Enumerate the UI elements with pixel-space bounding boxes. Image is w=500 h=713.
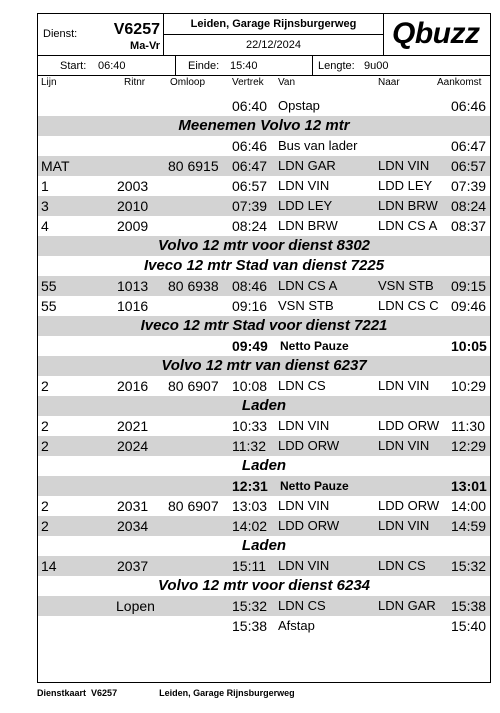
end-cell [176,56,313,76]
cell-naar: LDN VIN [378,158,430,173]
cell-vertrek: 06:47 [232,158,268,174]
trip-row [38,296,490,316]
cell-vertrek: 10:33 [232,418,268,434]
column-headers [38,76,490,90]
cell-lijn: 55 [41,298,57,314]
cell-lijn: 2 [41,418,49,434]
cell-van: LDD ORW [278,518,340,533]
cell-aankomst: 12:29 [451,438,487,454]
duty-card [37,13,491,683]
cell-lijn: 14 [41,558,57,574]
trip-row [38,136,490,156]
section-header-row [38,576,490,596]
cell-naar: LDD ORW [378,418,440,433]
end-label: Einde: [188,60,220,72]
cell-naar: LDN BRW [378,198,438,213]
cell-vertrek: 06:46 [232,138,268,154]
length-cell [313,56,490,76]
cell-aankomst: 08:37 [451,218,487,234]
trip-row [38,216,490,236]
cell-aankomst: 10:29 [451,378,487,394]
pause-start: 12:31 [232,478,268,494]
cell-aankomst: 15:32 [451,558,487,574]
cell-ritnr: 1013 [117,278,149,294]
cell-lijn: 4 [41,218,49,234]
start-time: 06:40 [98,60,126,72]
cell-aankomst: 08:24 [451,198,487,214]
trip-row [38,376,490,396]
cell-ritnr: 1016 [117,298,149,314]
cell-ritnr: 2031 [117,498,149,514]
trip-row [38,556,490,576]
cell-ritnr: 2010 [117,198,149,214]
cell-van: LDD LEY [278,198,333,213]
cell-van: LDN VIN [278,558,330,573]
cell-lijn: 2 [41,378,49,394]
col-ritnr: Ritnr [124,77,146,88]
pause-label: Netto Pauze [280,479,349,493]
location-name: Leiden, Garage Rijnsburgerweg [190,18,357,30]
cell-ritnr: 2009 [117,218,149,234]
location-cell [164,14,384,35]
trip-row [38,496,490,516]
cell-naar: LDN GAR [378,598,436,613]
section-header-row [38,236,490,256]
qbuzz-logo: Qbuzz [392,17,480,50]
cell-naar: VSN STB [378,278,434,293]
cell-van: LDN VIN [278,498,330,513]
cell-omloop: 80 6907 [168,498,219,514]
cell-aankomst: 06:47 [451,138,487,154]
cell-aankomst: 07:39 [451,178,487,194]
cell-naar: LDN VIN [378,518,430,533]
cell-vertrek: 14:02 [232,518,268,534]
cell-aankomst: 06:46 [451,98,487,114]
cell-lijn: 3 [41,198,49,214]
length-label: Lengte: [318,60,355,72]
pause-end: 13:01 [451,478,487,494]
footer [37,688,295,698]
section-title: Laden [241,397,287,414]
cell-omloop: 80 6907 [168,378,219,394]
section-header-row [38,536,490,556]
section-title: Volvo 12 mtr van dienst 6237 [161,357,367,374]
cell-vertrek: 15:32 [232,598,268,614]
cell-aankomst: 15:40 [451,618,487,634]
cell-naar: LDD LEY [378,178,433,193]
trip-row [38,196,490,216]
trip-row [38,436,490,456]
cell-ritnr: 2021 [117,418,149,434]
length-value: 9u00 [364,60,389,72]
footer-location: Leiden, Garage Rijnsburgerweg [159,688,295,698]
cell-ritnr: 2024 [117,438,149,454]
trip-row [38,416,490,436]
cell-vertrek: 08:24 [232,218,268,234]
section-title: Laden [241,457,287,474]
cell-van: LDN VIN [278,418,330,433]
section-header-row [38,316,490,336]
cell-lijn: 2 [41,518,49,534]
cell-vertrek: 15:38 [232,618,268,634]
cell-vertrek: 15:11 [232,558,266,574]
start-label: Start: [60,60,87,72]
trip-row [38,156,490,176]
cell-aankomst: 11:30 [451,418,485,434]
cell-ritnr: 2034 [117,518,149,534]
cell-vertrek: 13:03 [232,498,268,514]
cell-naar: LDD ORW [378,498,440,513]
cell-ritnr: 2016 [117,378,149,394]
trip-row [38,616,490,636]
dienst-label: Dienst: [43,28,78,40]
dienst-days: Ma-Vr [130,40,160,52]
cell-aankomst: 06:57 [451,158,487,174]
cell-lijn: 1 [41,178,49,194]
duty-date: 22/12/2024 [245,39,302,51]
trip-row [38,516,490,536]
section-header-row [38,256,490,276]
cell-lijn: 55 [41,278,57,294]
cell-van: Opstap [278,98,320,113]
cell-naar: LDN VIN [378,378,430,393]
trip-row [38,276,490,296]
dienst-code: V6257 [113,21,160,38]
cell-van: LDN CS A [278,278,338,293]
cell-aankomst: 15:38 [451,598,487,614]
col-vertrek: Vertrek [232,77,264,88]
cell-omloop: 80 6915 [168,158,219,174]
col-omloop: Omloop [170,77,206,88]
cell-ritnr: 2003 [117,178,149,194]
cell-ritnr: Lopen [116,598,155,614]
dienst-cell [38,14,164,56]
col-naar: Naar [378,77,400,88]
pause-row [38,336,490,356]
pause-row [38,476,490,496]
cell-lijn: 2 [41,438,49,454]
cell-naar: LDN VIN [378,438,430,453]
cell-van: VSN STB [278,298,334,313]
cell-vertrek: 07:39 [232,198,268,214]
col-lijn: Lijn [41,77,57,88]
cell-omloop: 80 6938 [168,278,219,294]
pause-start: 09:49 [232,338,268,354]
cell-vertrek: 06:57 [232,178,268,194]
cell-van: Afstap [278,618,315,633]
footer-label: Dienstkaart [37,688,87,698]
date-cell [164,35,384,56]
section-title: Volvo 12 mtr voor dienst 6234 [157,577,371,594]
trip-row [38,176,490,196]
cell-van: LDN CS [278,378,326,393]
section-header-row [38,396,490,416]
section-title: Meenemen Volvo 12 mtr [178,117,350,134]
cell-lijn: MAT [41,158,70,174]
cell-van: LDN GAR [278,158,336,173]
section-title: Iveco 12 mtr Stad voor dienst 7221 [140,317,388,334]
cell-naar: LDN CS [378,558,426,573]
cell-van: Bus van lader [278,138,358,153]
cell-van: LDD ORW [278,438,340,453]
cell-vertrek: 08:46 [232,278,268,294]
cell-vertrek: 10:08 [232,378,268,394]
cell-naar: LDN CS A [378,218,438,233]
cell-vertrek: 06:40 [232,98,268,114]
cell-van: LDN VIN [278,178,330,193]
cell-aankomst: 14:59 [451,518,487,534]
end-time: 15:40 [230,60,258,72]
pause-label: Netto Pauze [280,339,349,353]
logo-cell [384,14,490,56]
cell-ritnr: 2037 [117,558,149,574]
section-title: Volvo 12 mtr voor dienst 8302 [157,237,371,254]
section-header-row [38,356,490,376]
cell-van: LDN CS [278,598,326,613]
cell-vertrek: 11:32 [232,438,266,454]
trip-row [38,596,490,616]
col-van: Van [278,77,296,88]
cell-aankomst: 09:46 [451,298,487,314]
start-cell [38,56,176,76]
cell-aankomst: 09:15 [451,278,487,294]
cell-lijn: 2 [41,498,49,514]
cell-vertrek: 09:16 [232,298,268,314]
section-header-row [38,456,490,476]
cell-van: LDN BRW [278,218,338,233]
trip-row [38,96,490,116]
col-aankomst: Aankomst [437,77,482,88]
cell-aankomst: 14:00 [451,498,487,514]
footer-code: V6257 [91,688,118,698]
pause-end: 10:05 [451,338,487,354]
cell-naar: LDN CS C [378,298,439,313]
section-header-row [38,116,490,136]
section-title: Laden [241,537,287,554]
section-title: Iveco 12 mtr Stad van dienst 7225 [143,257,385,274]
